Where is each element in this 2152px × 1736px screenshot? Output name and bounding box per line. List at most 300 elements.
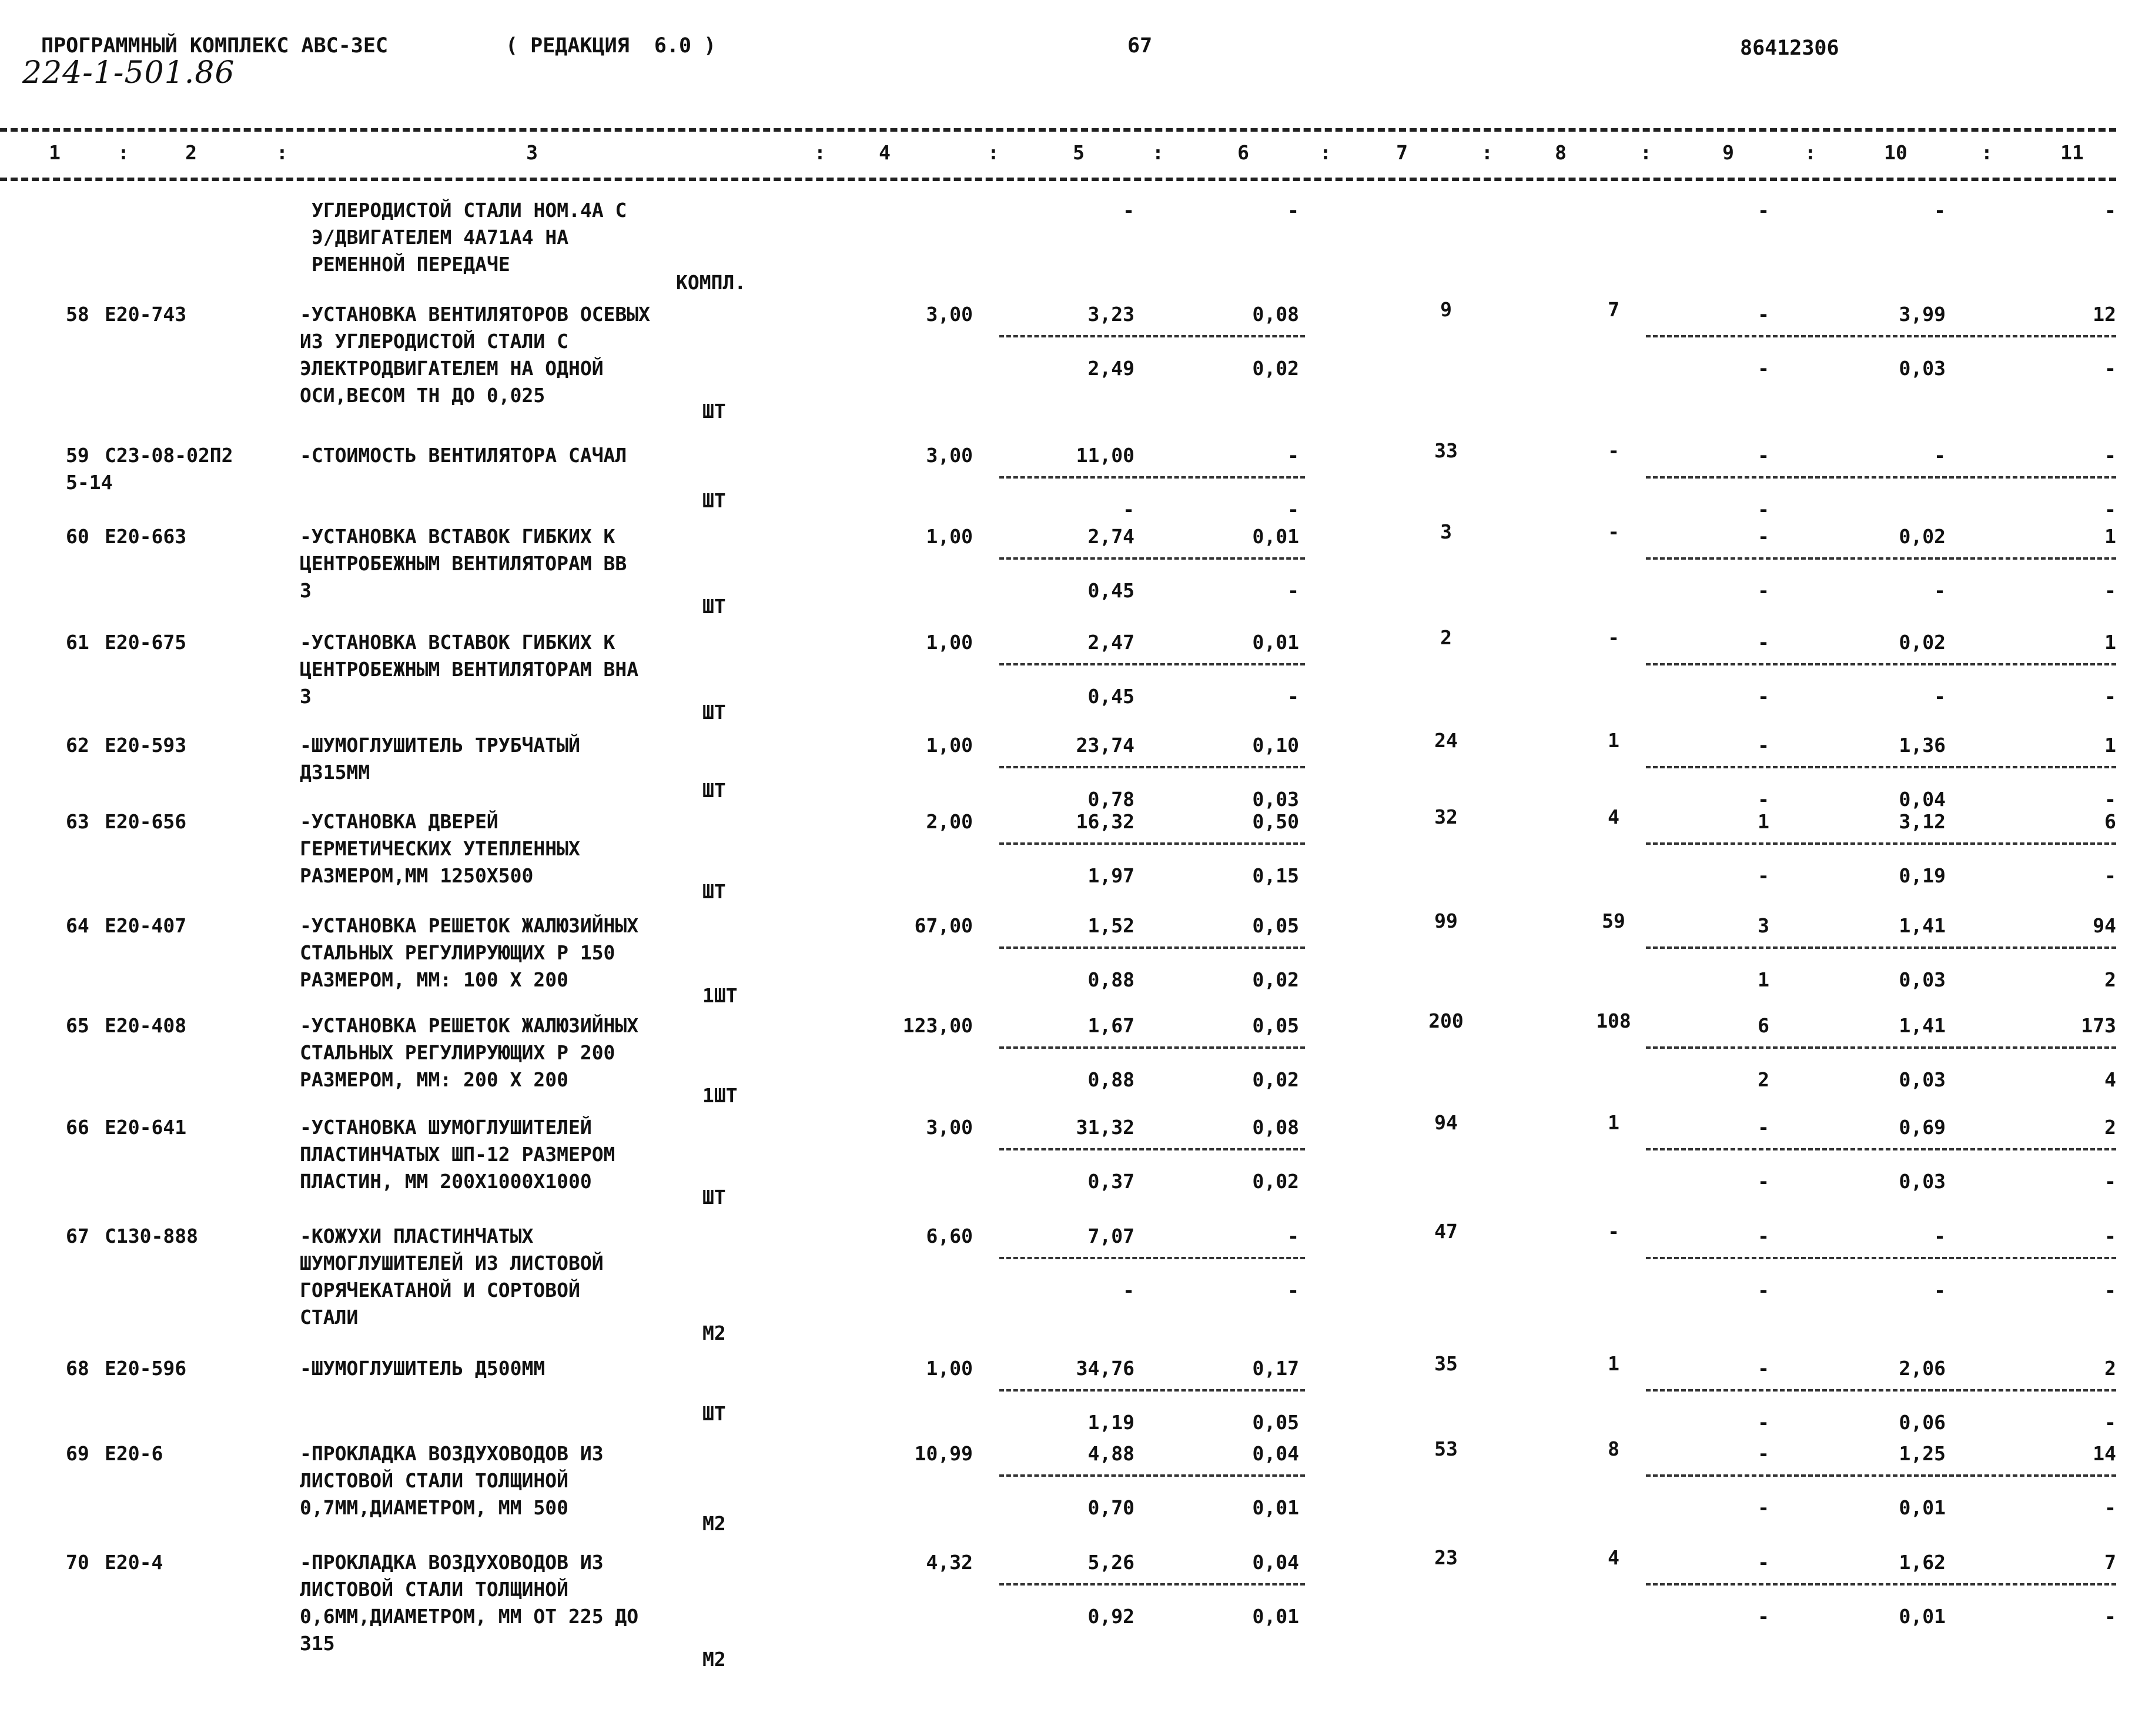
cell-col11-sub: - <box>2104 498 2116 521</box>
cell-col5-sub: 1,19 <box>1087 1411 1134 1434</box>
cell-col9-sub: - <box>1758 1411 1769 1434</box>
cell-col7: 47 <box>1434 1220 1458 1243</box>
cell-col5-sub: 0,88 <box>1087 1068 1134 1091</box>
unit-label: М2 <box>702 1512 726 1535</box>
unit-label: ШТ <box>702 595 726 618</box>
cell-col9-sub: 1 <box>1758 968 1769 991</box>
cell-col5: 5,26 <box>1087 1551 1134 1574</box>
cell-col5-sub: - <box>1123 498 1134 521</box>
cell-col10: 3,99 <box>1899 303 1946 326</box>
description-line: ЦЕНТРОБЕЖНЫМ ВЕНТИЛЯТОРАМ ВВ <box>300 552 627 575</box>
cell-col6: 0,05 <box>1252 1014 1299 1037</box>
row-number: 68 <box>66 1357 89 1380</box>
cell-col7: 3 <box>1440 520 1452 543</box>
dashed-separator <box>1646 842 2116 845</box>
unit-label: КОМПЛ. <box>676 271 747 294</box>
cell-col10-sub: - <box>1934 1279 1946 1302</box>
row-code: Е20-641 <box>105 1116 187 1139</box>
dashed-separator <box>1646 476 2116 479</box>
cell-col9-sub: - <box>1758 685 1769 708</box>
cell-col4: 1,00 <box>926 734 973 757</box>
unit-label: ШТ <box>702 400 726 423</box>
cell-col6: 0,08 <box>1252 303 1299 326</box>
cell-col5: 1,52 <box>1087 914 1134 937</box>
description-line: -УСТАНОВКА ВЕНТИЛЯТОРОВ ОСЕВЫХ <box>300 303 651 326</box>
row-number: 58 <box>66 303 89 326</box>
column-separator: : <box>276 141 288 164</box>
cell-col9-sub: - <box>1758 357 1769 380</box>
cell-col9: - <box>1758 1551 1769 1574</box>
cell-col6-sub: 0,01 <box>1252 1605 1299 1628</box>
cell-col5-sub: 0,45 <box>1087 579 1134 602</box>
cell-col11-sub: - <box>2104 685 2116 708</box>
dashed-separator <box>1646 557 2116 560</box>
page-number: 67 <box>1127 34 1153 58</box>
cell-col6-sub: - <box>1287 498 1299 521</box>
cell-col6-sub: - <box>1287 1279 1299 1302</box>
description-line: -УСТАНОВКА РЕШЕТОК ЖАЛЮЗИЙНЫХ <box>300 914 639 937</box>
cell-col9-sub: - <box>1758 864 1769 887</box>
dashed-separator <box>999 1389 1305 1392</box>
column-separator: : <box>1981 141 1993 164</box>
cell-col11-sub: - <box>2104 1170 2116 1193</box>
row-number: 60 <box>66 525 89 548</box>
cell-col10: 1,62 <box>1899 1551 1946 1574</box>
cell-col5: 2,47 <box>1087 631 1134 654</box>
cell-col7: 2 <box>1440 626 1452 649</box>
cell-col10-sub: - <box>1934 579 1946 602</box>
cell-col6: - <box>1287 1225 1299 1247</box>
dashed-separator <box>999 946 1305 949</box>
cell-col10: 1,41 <box>1899 914 1946 937</box>
cell-col10-sub: 0,04 <box>1899 788 1946 811</box>
description-line: ЛИСТОВОЙ СТАЛИ ТОЛЩИНОЙ <box>300 1469 568 1492</box>
handwritten-note: 224-1-501.86 <box>22 55 235 91</box>
description-line: РАЗМЕРОМ, ММ: 100 Х 200 <box>300 968 568 991</box>
cell-col6: 0,08 <box>1252 1116 1299 1139</box>
description-line: -УСТАНОВКА ШУМОГЛУШИТЕЛЕЙ <box>300 1116 592 1139</box>
unit-label: 1ШТ <box>702 984 738 1007</box>
cell-col5-sub: 0,45 <box>1087 685 1134 708</box>
cell-col4: 2,00 <box>926 810 973 833</box>
column-header: 10 <box>1884 141 1907 164</box>
dashed-separator <box>999 766 1305 768</box>
cell-col11-sub: - <box>2104 1496 2116 1519</box>
dashed-separator <box>999 335 1305 337</box>
cell-col6-sub: 0,02 <box>1252 1068 1299 1091</box>
cell-col11-sub: - <box>2104 1411 2116 1434</box>
cell-col5-sub: 0,70 <box>1087 1496 1134 1519</box>
description-line: -КОЖУХИ ПЛАСТИНЧАТЫХ <box>300 1225 534 1247</box>
column-separator: : <box>988 141 999 164</box>
description-line: СТАЛИ <box>300 1306 359 1329</box>
cell-col11-sub: - <box>2104 788 2116 811</box>
cell-col5: 4,88 <box>1087 1442 1134 1465</box>
column-separator: : <box>1481 141 1493 164</box>
cell-col5: 3,23 <box>1087 303 1134 326</box>
dashed-separator <box>999 476 1305 479</box>
cell-col9: 1 <box>1758 810 1769 833</box>
description-line: Д315ММ <box>300 761 370 784</box>
cell-col6: 0,17 <box>1252 1357 1299 1380</box>
row-code: Е20-593 <box>105 734 187 757</box>
description-line: СТАЛЬНЫХ РЕГУЛИРУЮЩИХ Р 150 <box>300 941 615 964</box>
description-line: -ПРОКЛАДКА ВОЗДУХОВОДОВ ИЗ <box>300 1442 604 1465</box>
description-line: РАЗМЕРОМ, ММ: 200 Х 200 <box>300 1068 568 1091</box>
column-header: 8 <box>1555 141 1567 164</box>
cell-col4: 4,32 <box>926 1551 973 1574</box>
cell-col9-sub: - <box>1758 498 1769 521</box>
cell-col9: - <box>1758 303 1769 326</box>
description-line: РАЗМЕРОМ,ММ 1250Х500 <box>300 864 534 887</box>
cell-col11: 173 <box>2081 1014 2116 1037</box>
column-header: 2 <box>185 141 197 164</box>
description-line: -СТОИМОСТЬ ВЕНТИЛЯТОРА САЧАЛ <box>300 444 627 467</box>
cell-col7: 35 <box>1434 1352 1458 1375</box>
row-number: 63 <box>66 810 89 833</box>
cell-col5: 11,00 <box>1076 444 1134 467</box>
description-line: 3 <box>300 579 312 602</box>
cell-col6-sub: 0,02 <box>1252 1170 1299 1193</box>
dashed-separator <box>999 1148 1305 1150</box>
dashed-separator <box>1646 663 2116 665</box>
cell-col8: - <box>1608 1220 1619 1243</box>
cell-col9: 3 <box>1758 914 1769 937</box>
column-header: 11 <box>2060 141 2084 164</box>
cell-col5: 1,67 <box>1087 1014 1134 1037</box>
cell-col4: 67,00 <box>914 914 973 937</box>
cell-col4: 6,60 <box>926 1225 973 1247</box>
cell-col10-sub: 0,19 <box>1899 864 1946 887</box>
column-header: 6 <box>1237 141 1249 164</box>
cell-col10-sub: 0,06 <box>1899 1411 1946 1434</box>
unit-label: ШТ <box>702 1402 726 1425</box>
cell-col10: 0,69 <box>1899 1116 1946 1139</box>
cell-col11-sub: - <box>2104 1605 2116 1628</box>
program-name: ПРОГРАММНЫЙ КОМПЛЕКС АВС-ЗЕС <box>41 34 389 58</box>
row-number: 70 <box>66 1551 89 1574</box>
cell-col5: 34,76 <box>1076 1357 1134 1380</box>
dashed-separator <box>1646 1257 2116 1259</box>
row-code-suffix: 5-14 <box>66 471 113 494</box>
cell-col10: 2,06 <box>1899 1357 1946 1380</box>
unit-label: М2 <box>702 1322 726 1344</box>
description-line: -ПРОКЛАДКА ВОЗДУХОВОДОВ ИЗ <box>300 1551 604 1574</box>
cell-col5-sub: 0,78 <box>1087 788 1134 811</box>
cell-col11-sub: - <box>2104 579 2116 602</box>
cell-col11: - <box>2104 444 2116 467</box>
cell-col5: - <box>1123 199 1134 222</box>
cell-col6: 0,01 <box>1252 525 1299 548</box>
description-line: -ШУМОГЛУШИТЕЛЬ Д500ММ <box>300 1357 545 1380</box>
cell-col11: 2 <box>2104 1116 2116 1139</box>
column-header: 7 <box>1396 141 1408 164</box>
cell-col9: 6 <box>1758 1014 1769 1037</box>
cell-col7: 53 <box>1434 1437 1458 1460</box>
cell-col9: - <box>1758 631 1769 654</box>
row-code: Е20-4 <box>105 1551 163 1574</box>
description-line: -ШУМОГЛУШИТЕЛЬ ТРУБЧАТЫЙ <box>300 734 580 757</box>
cell-col8: - <box>1608 520 1619 543</box>
cell-col11: 1 <box>2104 631 2116 654</box>
document-code: 86412306 <box>1740 36 1839 60</box>
description-line: 0,7ММ,ДИАМЕТРОМ, ММ 500 <box>300 1496 568 1519</box>
cell-col7: 33 <box>1434 439 1458 462</box>
cell-col9: - <box>1758 444 1769 467</box>
cell-col9-sub: - <box>1758 579 1769 602</box>
cell-col7: 200 <box>1428 1009 1464 1032</box>
description-line: РЕМЕННОЙ ПЕРЕДАЧЕ <box>312 253 510 276</box>
cell-col8: 1 <box>1608 1111 1619 1134</box>
cell-col11: 6 <box>2104 810 2116 833</box>
cell-col11-sub: - <box>2104 357 2116 380</box>
row-code: Е20-408 <box>105 1014 187 1037</box>
description-line: ПЛАСТИНЧАТЫХ ШП-12 РАЗМЕРОМ <box>300 1143 615 1166</box>
description-line: СТАЛЬНЫХ РЕГУЛИРУЮЩИХ Р 200 <box>300 1041 615 1064</box>
cell-col4: 3,00 <box>926 444 973 467</box>
cell-col6-sub: - <box>1287 685 1299 708</box>
column-header: 1 <box>49 141 61 164</box>
description-line: ГОРЯЧЕКАТАНОЙ И СОРТОВОЙ <box>300 1279 580 1302</box>
cell-col10: 0,02 <box>1899 631 1946 654</box>
cell-col5: 16,32 <box>1076 810 1134 833</box>
cell-col6-sub: 0,02 <box>1252 968 1299 991</box>
cell-col4: 10,99 <box>914 1442 973 1465</box>
column-separator: : <box>1640 141 1652 164</box>
cell-col11: - <box>2104 1225 2116 1247</box>
dashed-separator <box>1646 946 2116 949</box>
top-rule <box>0 128 2116 132</box>
unit-label: М2 <box>702 1648 726 1671</box>
column-header: 9 <box>1722 141 1734 164</box>
row-number: 59 <box>66 444 89 467</box>
cell-col9: - <box>1758 1116 1769 1139</box>
cell-col7: 9 <box>1440 298 1452 321</box>
cell-col11: 2 <box>2104 1357 2116 1380</box>
unit-label: ШТ <box>702 489 726 512</box>
description-line: -УСТАНОВКА ВСТАВОК ГИБКИХ К <box>300 525 615 548</box>
cell-col10-sub: 0,03 <box>1899 1170 1946 1193</box>
cell-col7: 94 <box>1434 1111 1458 1134</box>
cell-col11: 7 <box>2104 1551 2116 1574</box>
unit-label: ШТ <box>702 880 726 903</box>
cell-col6: 0,04 <box>1252 1442 1299 1465</box>
cell-col9: - <box>1758 1357 1769 1380</box>
cell-col9-sub: - <box>1758 1170 1769 1193</box>
description-line: ПЛАСТИН, ММ 200Х1000Х1000 <box>300 1170 592 1193</box>
row-code: Е20-596 <box>105 1357 187 1380</box>
cell-col10: 1,25 <box>1899 1442 1946 1465</box>
cell-col11: - <box>2104 199 2116 222</box>
cell-col11: 1 <box>2104 734 2116 757</box>
cell-col9-sub: 2 <box>1758 1068 1769 1091</box>
cell-col11-sub: 2 <box>2104 968 2116 991</box>
dashed-separator <box>1646 1046 2116 1049</box>
cell-col10: 1,36 <box>1899 734 1946 757</box>
cell-col10-sub: 0,03 <box>1899 968 1946 991</box>
cell-col9: - <box>1758 199 1769 222</box>
row-code: Е20-407 <box>105 914 187 937</box>
cell-col11: 94 <box>2093 914 2116 937</box>
cell-col4: 3,00 <box>926 303 973 326</box>
description-line: Э/ДВИГАТЕЛЕМ 4А71А4 НА <box>312 226 569 249</box>
cell-col9: - <box>1758 734 1769 757</box>
column-separator: : <box>1320 141 1331 164</box>
cell-col6-sub: 0,15 <box>1252 864 1299 887</box>
cell-col6: 0,50 <box>1252 810 1299 833</box>
cell-col9-sub: - <box>1758 1605 1769 1628</box>
dashed-separator <box>1646 1583 2116 1586</box>
dashed-separator <box>999 1046 1305 1049</box>
edition-label: ( РЕДАКЦИЯ 6.0 ) <box>506 34 717 58</box>
cell-col5-sub: 1,97 <box>1087 864 1134 887</box>
description-line: 0,6ММ,ДИАМЕТРОМ, ММ ОТ 225 ДО <box>300 1605 639 1628</box>
description-line: ЛИСТОВОЙ СТАЛИ ТОЛЩИНОЙ <box>300 1578 568 1601</box>
cell-col6: 0,04 <box>1252 1551 1299 1574</box>
cell-col4: 1,00 <box>926 631 973 654</box>
cell-col10: - <box>1934 444 1946 467</box>
cell-col6-sub: 0,03 <box>1252 788 1299 811</box>
cell-col9: - <box>1758 525 1769 548</box>
row-number: 64 <box>66 914 89 937</box>
cell-col11: 14 <box>2093 1442 2116 1465</box>
cell-col9-sub: - <box>1758 1279 1769 1302</box>
cell-col10-sub: - <box>1934 685 1946 708</box>
column-separator: : <box>118 141 129 164</box>
cell-col5-sub: 0,92 <box>1087 1605 1134 1628</box>
header-rule <box>0 178 2116 181</box>
cell-col8: 1 <box>1608 1352 1619 1375</box>
cell-col5: 2,74 <box>1087 525 1134 548</box>
column-separator: : <box>1805 141 1816 164</box>
cell-col8: 4 <box>1608 1546 1619 1569</box>
description-line: ОСИ,ВЕСОМ ТН ДО 0,025 <box>300 384 545 407</box>
cell-col6-sub: - <box>1287 579 1299 602</box>
cell-col9-sub: - <box>1758 788 1769 811</box>
cell-col10: 1,41 <box>1899 1014 1946 1037</box>
description-line: -УСТАНОВКА ВСТАВОК ГИБКИХ К <box>300 631 615 654</box>
description-line: 315 <box>300 1632 335 1655</box>
dashed-separator <box>1646 1148 2116 1150</box>
column-header: 5 <box>1073 141 1085 164</box>
cell-col5-sub: 2,49 <box>1087 357 1134 380</box>
cell-col8: - <box>1608 439 1619 462</box>
row-code: Е20-663 <box>105 525 187 548</box>
dashed-separator <box>1646 335 2116 337</box>
dashed-separator <box>999 1257 1305 1259</box>
row-number: 69 <box>66 1442 89 1465</box>
row-code: С130-888 <box>105 1225 198 1247</box>
cell-col6: - <box>1287 444 1299 467</box>
cell-col5: 23,74 <box>1076 734 1134 757</box>
cell-col6-sub: 0,01 <box>1252 1496 1299 1519</box>
cell-col5-sub: - <box>1123 1279 1134 1302</box>
row-code: С23-08-02П2 <box>105 444 233 467</box>
cell-col9: - <box>1758 1442 1769 1465</box>
cell-col5-sub: 0,88 <box>1087 968 1134 991</box>
cell-col10-sub: 0,01 <box>1899 1496 1946 1519</box>
cell-col8: 7 <box>1608 298 1619 321</box>
cell-col10: 0,02 <box>1899 525 1946 548</box>
cell-col8: 108 <box>1596 1009 1631 1032</box>
dashed-separator <box>999 842 1305 845</box>
cell-col4: 123,00 <box>902 1014 973 1037</box>
column-separator: : <box>1152 141 1164 164</box>
cell-col5: 31,32 <box>1076 1116 1134 1139</box>
cell-col6: 0,10 <box>1252 734 1299 757</box>
column-separator: : <box>814 141 826 164</box>
cell-col5-sub: 0,37 <box>1087 1170 1134 1193</box>
cell-col11-sub: - <box>2104 864 2116 887</box>
cell-col8: 59 <box>1602 909 1625 932</box>
unit-label: ШТ <box>702 1186 726 1209</box>
row-code: Е20-656 <box>105 810 187 833</box>
cell-col11: 12 <box>2093 303 2116 326</box>
dashed-separator <box>999 557 1305 560</box>
cell-col7: 99 <box>1434 909 1458 932</box>
cell-col4: 1,00 <box>926 525 973 548</box>
cell-col8: 8 <box>1608 1437 1619 1460</box>
row-number: 62 <box>66 734 89 757</box>
cell-col7: 24 <box>1434 729 1458 752</box>
dashed-separator <box>999 663 1305 665</box>
cell-col11-sub: - <box>2104 1279 2116 1302</box>
cell-col8: 1 <box>1608 729 1619 752</box>
description-line: ШУМОГЛУШИТЕЛЕЙ ИЗ ЛИСТОВОЙ <box>300 1252 604 1275</box>
column-header: 3 <box>526 141 538 164</box>
description-line: ГЕРМЕТИЧЕСКИХ УТЕПЛЕННЫХ <box>300 837 580 860</box>
cell-col7: 23 <box>1434 1546 1458 1569</box>
cell-col10-sub: 0,03 <box>1899 1068 1946 1091</box>
cell-col10: - <box>1934 199 1946 222</box>
description-line: 3 <box>300 685 312 708</box>
column-header: 4 <box>879 141 891 164</box>
cell-col6: 0,01 <box>1252 631 1299 654</box>
description-line: -УСТАНОВКА РЕШЕТОК ЖАЛЮЗИЙНЫХ <box>300 1014 639 1037</box>
description-line: ЭЛЕКТРОДВИГАТЕЛЕМ НА ОДНОЙ <box>300 357 604 380</box>
row-number: 67 <box>66 1225 89 1247</box>
dashed-separator <box>999 1474 1305 1477</box>
cell-col10-sub: 0,03 <box>1899 357 1946 380</box>
row-number: 61 <box>66 631 89 654</box>
cell-col9-sub: - <box>1758 1496 1769 1519</box>
cell-col10-sub: 0,01 <box>1899 1605 1946 1628</box>
description-line: ЦЕНТРОБЕЖНЫМ ВЕНТИЛЯТОРАМ ВНА <box>300 658 639 681</box>
cell-col6: 0,05 <box>1252 914 1299 937</box>
dashed-separator <box>1646 766 2116 768</box>
cell-col8: - <box>1608 626 1619 649</box>
row-number: 66 <box>66 1116 89 1139</box>
description-line: -УСТАНОВКА ДВЕРЕЙ <box>300 810 498 833</box>
cell-col10: - <box>1934 1225 1946 1247</box>
row-code: Е20-6 <box>105 1442 163 1465</box>
cell-col10: 3,12 <box>1899 810 1946 833</box>
cell-col7: 32 <box>1434 805 1458 828</box>
row-code: Е20-675 <box>105 631 187 654</box>
cell-col9: - <box>1758 1225 1769 1247</box>
row-number: 65 <box>66 1014 89 1037</box>
dashed-separator <box>999 1583 1305 1586</box>
cell-col6: - <box>1287 199 1299 222</box>
description-line: УГЛЕРОДИСТОЙ СТАЛИ НОМ.4А С <box>312 199 627 222</box>
cell-col6-sub: 0,02 <box>1252 357 1299 380</box>
cell-col8: 4 <box>1608 805 1619 828</box>
dashed-separator <box>1646 1389 2116 1392</box>
description-line: ИЗ УГЛЕРОДИСТОЙ СТАЛИ С <box>300 330 568 353</box>
unit-label: ШТ <box>702 701 726 724</box>
cell-col11-sub: 4 <box>2104 1068 2116 1091</box>
dashed-separator <box>1646 1474 2116 1477</box>
